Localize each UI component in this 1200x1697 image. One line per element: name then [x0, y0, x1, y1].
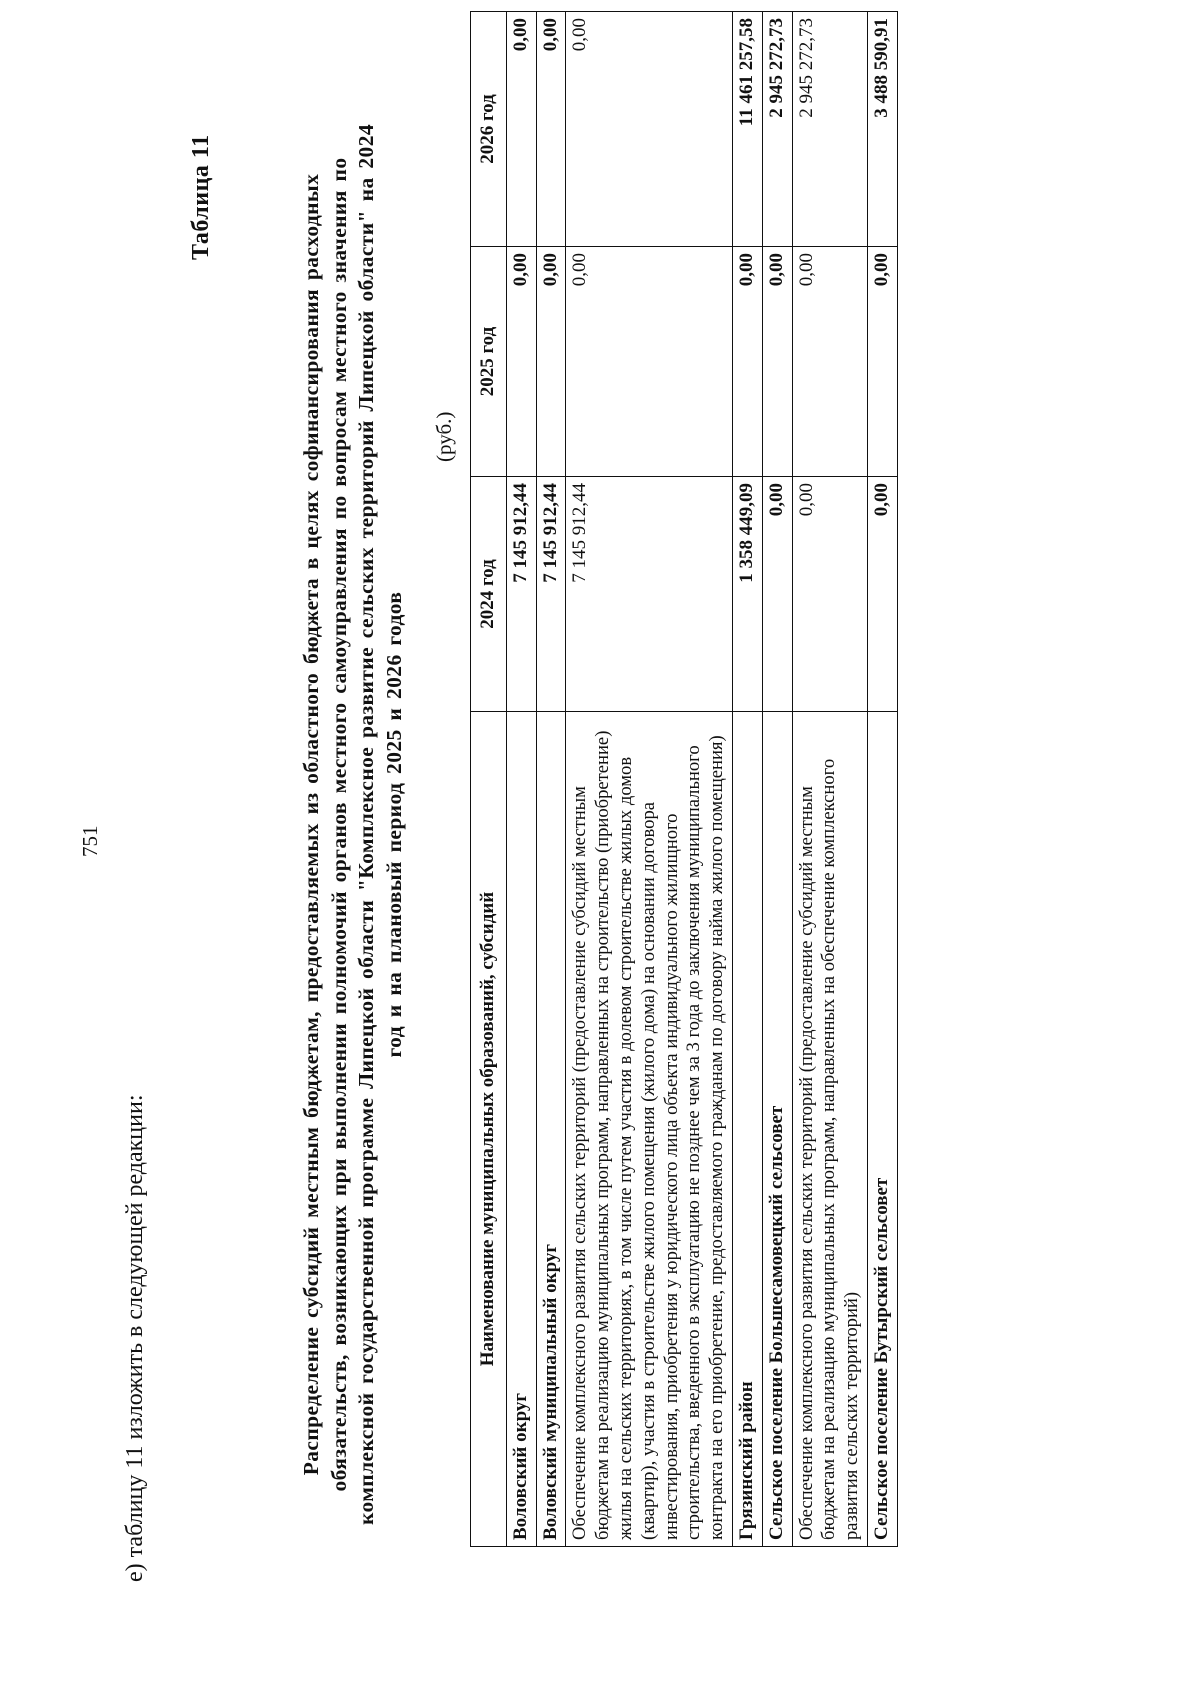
page-number: 751 [78, 825, 102, 857]
row-2025: 0,00 [867, 247, 897, 477]
row-name: Грязинский район [732, 712, 762, 1547]
header-2025: 2025 год [471, 247, 507, 477]
table-row [762, 12, 792, 1547]
row-name: Сельское поселение Бутырский сельсовет [867, 712, 897, 1547]
header-2026: 2026 год [471, 12, 507, 247]
document-title: Распределение субсидий местным бюджетам, предоставляемых из областного бюджета в целях софинансирования расходных обязательств, возникающих при выполнении полномочий органов местного самоуправления по вопросам местного значения по комплексной государственной программе Липецкой области "Комплексное развитие сельских территорий Липецкой области" на 2024 год и на плановый период 2025 и 2026 годов [299, 124, 406, 1525]
row-name: Воловский муниципальный округ [536, 712, 566, 1547]
header-name: Наименование муниципальных образований, субсидий [471, 712, 507, 1547]
row-2024: 1 358 449,09 [732, 477, 762, 712]
row-2026: 2 945 272,73 [762, 12, 792, 247]
row-2026: 0,00 [506, 12, 536, 247]
row-2026: 0,00 [566, 12, 733, 247]
row-2024: 0,00 [867, 477, 897, 712]
row-2024: 7 145 912,44 [506, 477, 536, 712]
row-2026: 11 461 257,58 [732, 12, 762, 247]
table-row [506, 12, 536, 1547]
row-2025: 0,00 [762, 247, 792, 477]
header-2024: 2024 год [471, 477, 507, 712]
row-2026: 3 488 590,91 [867, 12, 897, 247]
row-2026: 0,00 [536, 12, 566, 247]
row-2024: 0,00 [792, 477, 867, 712]
units-label: (руб.) [432, 411, 456, 462]
table-row [732, 12, 762, 1547]
row-name: Обеспечение комплексного развития сельских территорий (предоставление субсидий местным бюджетам на реализацию муниципальных программ, направленных на обеспечение комплексного развития сельских территорий) [792, 712, 867, 1547]
intro-line: е) таблицу 11 изложить в следующей редакции: [122, 1094, 148, 1582]
row-2024: 7 145 912,44 [536, 477, 566, 712]
row-2025: 0,00 [792, 247, 867, 477]
table-row [792, 12, 867, 1547]
subsidy-table [470, 11, 898, 1547]
row-2025: 0,00 [536, 247, 566, 477]
row-name: Сельское поселение Большесамовецкий сельсовет [762, 712, 792, 1547]
row-2025: 0,00 [732, 247, 762, 477]
row-2025: 0,00 [506, 247, 536, 477]
table-row [867, 12, 897, 1547]
table-row [536, 12, 566, 1547]
row-name: Воловский округ [506, 712, 536, 1547]
table-label: Таблица 11 [188, 134, 214, 260]
row-2024: 7 145 912,44 [566, 477, 733, 712]
row-2025: 0,00 [566, 247, 733, 477]
row-name: Обеспечение комплексного развития сельских территорий (предоставление субсидий местным бюджетам на реализацию муниципальных программ, направленных на строительство (приобретение) жилья на сельских территориях, в том числе путем участия в долевом строительстве жилых домов (квартир), участия в строительстве жилого помещения (жилого дома) на основании договора инвестирования, приобретения у юридического лица объекта индивидуального жилищного строительства, введенного в эксплуатацию не позднее чем за 3 года до заключения муниципального контракта на его приобретение, предоставляемого гражданам по договору найма жилого помещения) [566, 712, 733, 1547]
table-header-row [471, 12, 507, 1547]
row-2026: 2 945 272,73 [792, 12, 867, 247]
row-2024: 0,00 [762, 477, 792, 712]
table-row [566, 12, 733, 1547]
